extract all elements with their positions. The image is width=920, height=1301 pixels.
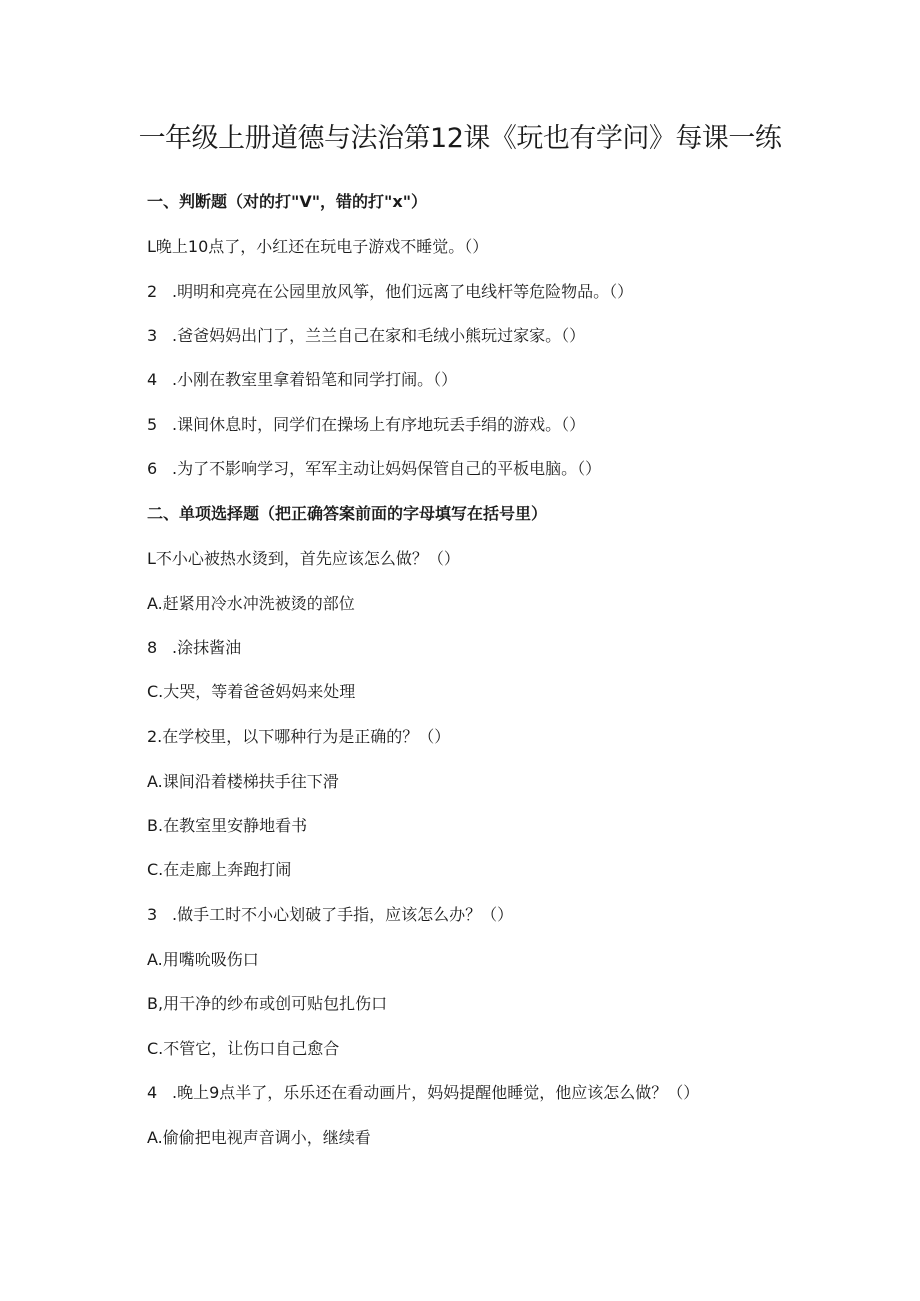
choice-question-4 <box>147 1083 699 1103</box>
section-1-heading: 一、判断题（对的打"V"，错的打"x"） <box>147 192 428 211</box>
item-number: 3 <box>147 326 158 345</box>
document-title: 一年级上册道德与法治第12课《玩也有学问》每课一练 <box>138 123 782 154</box>
item-text: C.在走廊上奔跑打闹 <box>147 860 292 879</box>
choice-question-2 <box>147 727 450 747</box>
choice-option <box>147 1039 339 1059</box>
item-text: .课间休息时，同学们在操场上有序地玩丢手绢的游戏。（） <box>172 415 586 434</box>
item-text: C.大哭，等着爸爸妈妈来处理 <box>147 682 356 701</box>
item-text: A.赶紧用冷水冲洗被烫的部位 <box>147 594 355 613</box>
item-number: 5 <box>147 415 158 434</box>
judgment-item-1 <box>147 237 488 257</box>
item-text: L晚上10点了，小红还在玩电子游戏不睡觉。（） <box>147 237 489 256</box>
judgment-item-3 <box>147 326 585 346</box>
item-text: A.用嘴吮吸伤口 <box>147 950 259 969</box>
item-number: 4 <box>147 1083 158 1102</box>
choice-question-1 <box>147 549 460 569</box>
choice-option <box>147 638 241 658</box>
item-number: 3 <box>147 905 158 924</box>
choice-option <box>147 682 355 702</box>
judgment-item-5 <box>147 415 585 435</box>
item-text: .为了不影响学习，军军主动让妈妈保管自己的平板电脑。（） <box>172 459 602 478</box>
choice-option <box>147 950 259 970</box>
choice-option <box>147 772 339 792</box>
item-text: .小刚在教室里拿着铅笔和同学打闹。（） <box>172 370 458 389</box>
choice-option <box>147 994 387 1014</box>
item-text: B,用干净的纱布或创可贴包扎伤口 <box>147 994 388 1013</box>
judgment-item-4 <box>147 370 457 390</box>
item-text: .涂抹酱油 <box>172 638 242 657</box>
item-text: .晚上9点半了，乐乐还在看动画片，妈妈提醒他睡觉，他应该怎么做？（） <box>172 1083 700 1102</box>
choice-option <box>147 594 355 614</box>
section-2-heading: 二、单项选择题（把正确答案前面的字母填写在括号里） <box>147 504 548 523</box>
item-text: C.不管它，让伤口自己愈合 <box>147 1039 340 1058</box>
item-text: .做手工时不小心划破了手指，应该怎么办？（） <box>172 905 514 924</box>
choice-option <box>147 860 291 880</box>
item-number: 8 <box>147 638 158 657</box>
item-text: L不小心被热水烫到，首先应该怎么做？（） <box>147 549 460 568</box>
choice-option <box>147 816 307 836</box>
choice-option <box>147 1128 371 1148</box>
item-number: 2 <box>147 282 158 301</box>
judgment-item-6 <box>147 459 601 479</box>
item-text: 2.在学校里，以下哪种行为是正确的？（） <box>147 727 451 746</box>
item-text: A.偷偷把电视声音调小，继续看 <box>147 1128 371 1147</box>
item-text: .爸爸妈妈出门了，兰兰自己在家和毛绒小熊玩过家家。（） <box>172 326 586 345</box>
choice-question-3 <box>147 905 513 925</box>
item-text: B.在教室里安静地看书 <box>147 816 308 835</box>
item-number: 4 <box>147 370 158 389</box>
item-number: 6 <box>147 459 158 478</box>
item-text: A.课间沿着楼梯扶手往下滑 <box>147 772 339 791</box>
judgment-item-2 <box>147 282 633 302</box>
item-text: .明明和亮亮在公园里放风筝，他们远离了电线杆等危险物品。（） <box>172 282 634 301</box>
